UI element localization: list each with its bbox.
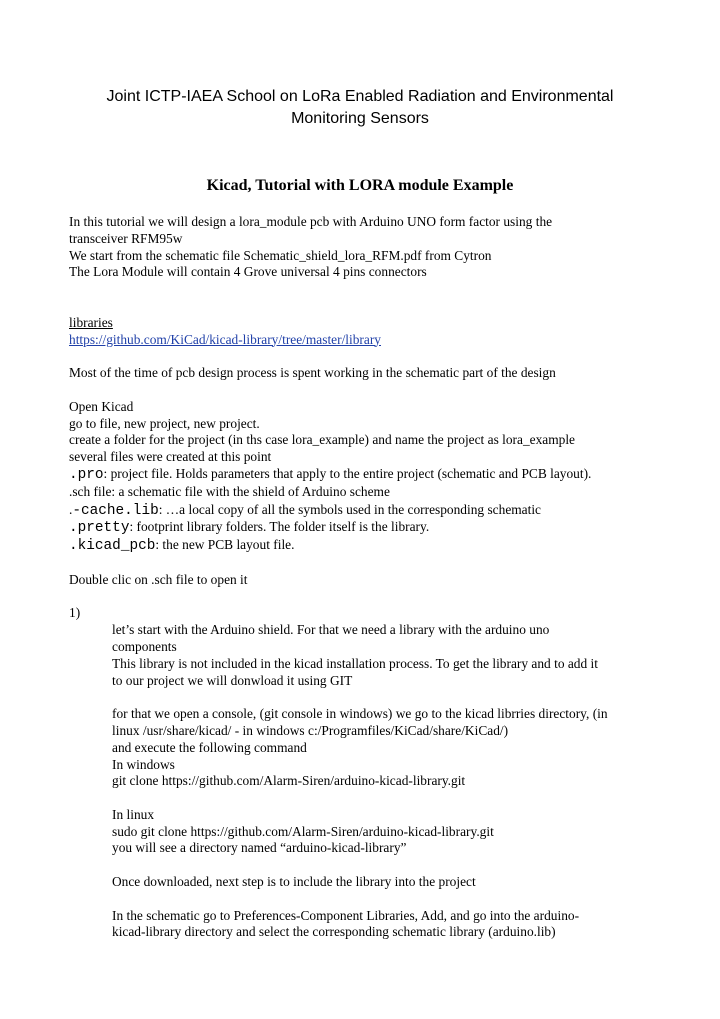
spacer [69, 555, 669, 572]
libraries-link[interactable]: https://github.com/KiCad/kicad-library/tree/master/library [69, 331, 381, 347]
step-line: In linux [112, 806, 155, 822]
open-line: create a folder for the project (in ths case lora_example) and name the project as lora_example [69, 432, 575, 448]
step-line: let’s start with the Arduino shield. For that we need a library with the arduino uno [112, 622, 550, 638]
header-line-2: Monitoring Sensors [291, 110, 429, 127]
file-extension: .pretty [69, 520, 130, 537]
intro-line: We start from the schematic file Schematic_shield_lora_RFM.pdf from Cytron [69, 247, 492, 263]
open-line: go to file, new project, new project. [69, 415, 260, 431]
step-line: kicad-library directory and select the corresponding schematic library (arduino.lib) [112, 924, 556, 940]
open-line: several files were created at this point [69, 449, 272, 465]
file-entry: .kicad_pcb: the new PCB layout file. [69, 537, 295, 555]
document-header [70, 86, 650, 130]
step-line: to our project we will donwload it using GIT [112, 672, 353, 688]
spacer [69, 281, 669, 315]
spacer [112, 689, 669, 706]
libraries-label: libraries [69, 314, 113, 330]
spacer [69, 382, 669, 399]
step-line: In the schematic go to Preferences-Component Libraries, Add, and go into the arduino- [112, 907, 580, 923]
intro-line: The Lora Module will contain 4 Grove universal 4 pins connectors [69, 264, 427, 280]
step-line: and execute the following command [112, 739, 307, 755]
step-line: for that we open a console, (git console in windows) we go to the kicad librries directory, (in [112, 706, 608, 722]
step-1-content [112, 622, 669, 941]
file-entry: .pro: project file. Holds parameters that apply to the entire project (schematic and PCB layout). [69, 465, 592, 483]
spacer [112, 891, 669, 908]
spacer [112, 790, 669, 807]
double-click-paragraph: Double clic on .sch file to open it [69, 571, 248, 587]
intro-line: transceiver RFM95w [69, 230, 183, 246]
step-command: sudo git clone https://github.com/Alarm-Siren/arduino-kicad-library.git [112, 823, 494, 839]
open-line: Open Kicad [69, 398, 134, 414]
file-entry: .-cache.lib: …a local copy of all the symbols used in the corresponding schematic [69, 501, 541, 519]
step-command: git clone https://github.com/Alarm-Siren/arduino-kicad-library.git [112, 773, 466, 789]
file-extension: .pro [69, 466, 104, 483]
step-line: This library is not included in the kicad installation process. To get the library and to add it [112, 655, 598, 671]
spacer [112, 857, 669, 874]
file-extension: -cache.lib [72, 502, 159, 519]
step-number: 1) [69, 605, 81, 621]
step-line: In windows [112, 756, 175, 772]
document-title: Kicad, Tutorial with LORA module Example [206, 177, 514, 194]
header-line-1: Joint ICTP-IAEA School on LoRa Enabled Radiation and Environmental [106, 88, 614, 105]
spacer [69, 348, 669, 365]
intro-line: In this tutorial we will design a lora_module pcb with Arduino UNO form factor using the [69, 214, 553, 229]
file-entry: .pretty: footprint library folders. The folder itself is the library. [69, 519, 430, 537]
document-body [69, 214, 669, 941]
step-line: you will see a directory named “arduino-kicad-library” [112, 840, 407, 856]
step-line: linux /usr/share/kicad/ - in windows c:/Programfiles/KiCad/share/KiCad/) [112, 722, 509, 738]
step-line: Once downloaded, next step is to include the library into the project [112, 874, 476, 890]
most-time-paragraph: Most of the time of pcb design process is spent working in the schematic part of the design [69, 365, 556, 381]
file-entry: .sch file: a schematic file with the shield of Arduino scheme [69, 483, 390, 499]
spacer [69, 589, 669, 606]
file-extension: .kicad_pcb [69, 538, 156, 555]
step-line: components [112, 638, 177, 654]
